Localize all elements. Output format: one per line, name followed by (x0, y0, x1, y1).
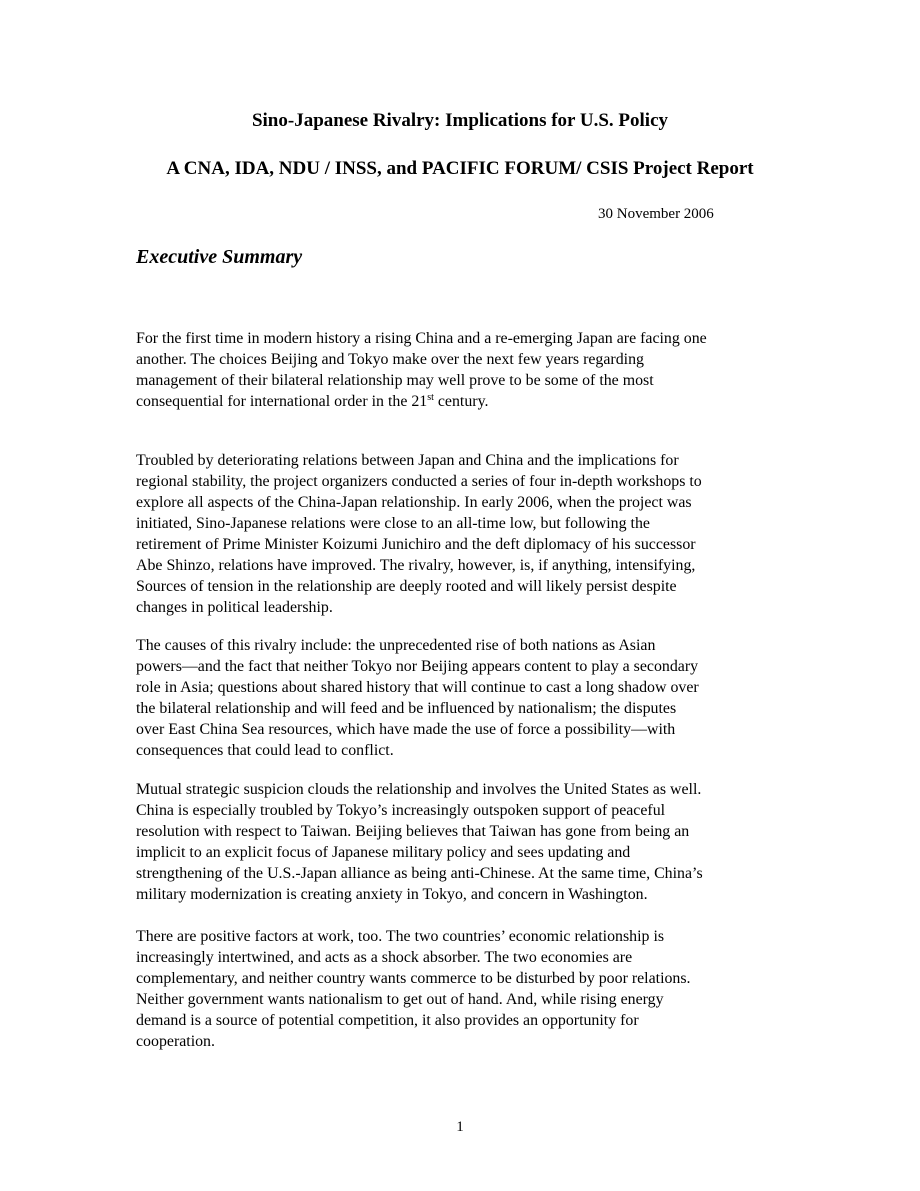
section-heading-executive-summary: Executive Summary (136, 246, 303, 268)
paragraph-line: powers—and the fact that neither Tokyo nor Beijing appears content to play a secondary (136, 658, 699, 675)
page-number: 1 (456, 1119, 464, 1135)
paragraph-line: changes in political leadership. (136, 599, 333, 616)
paragraph-line: role in Asia; questions about shared history that will continue to cast a long shadow over (136, 679, 699, 696)
paragraph-4 (136, 779, 786, 905)
paragraph-line: retirement of Prime Minister Koizumi Junichiro and the deft diplomacy of his successor (136, 536, 696, 553)
line-text-before-superscript: consequential for international order in the 21 (136, 393, 428, 410)
paragraph-1 (136, 328, 786, 412)
paragraph-line: complementary, and neither country wants commerce to be disturbed by poor relations. (136, 970, 691, 987)
paragraph-line: strengthening of the U.S.-Japan alliance as being anti-Chinese. At the same time, China’s (136, 865, 703, 882)
paragraph-5 (136, 926, 786, 1052)
paragraph-line: over East China Sea resources, which have made the use of force a possibility—with (136, 721, 676, 738)
paragraph-line: cooperation. (136, 1033, 215, 1050)
paragraph-line: management of their bilateral relationship may well prove to be some of the most (136, 372, 654, 389)
ordinal-superscript: st (427, 392, 434, 403)
paragraph-line: explore all aspects of the China-Japan relationship. In early 2006, when the project was (136, 494, 692, 511)
paragraph-line: The causes of this rivalry include: the unprecedented rise of both nations as Asian (136, 637, 656, 654)
paragraph-line-with-superscript (136, 391, 786, 412)
paragraph-line: For the first time in modern history a rising China and a re-emerging Japan are facing one (136, 330, 707, 347)
paragraph-line: There are positive factors at work, too. The two countries’ economic relationship is (136, 928, 665, 945)
paragraph-line: China is especially troubled by Tokyo’s increasingly outspoken support of peaceful (136, 802, 666, 819)
paragraph-2 (136, 450, 786, 618)
paragraph-line: demand is a source of potential competition, it also provides an opportunity for (136, 1012, 639, 1029)
line-text-after-superscript: century. (433, 393, 489, 410)
paragraph-line: resolution with respect to Taiwan. Beijing believes that Taiwan has gone from being an (136, 823, 690, 840)
document-subtitle: A CNA, IDA, NDU / INSS, and PACIFIC FORUM/ CSIS Project Report (166, 158, 754, 179)
paragraph-line: initiated, Sino-Japanese relations were close to an all-time low, but following the (136, 515, 650, 532)
paragraph-line: military modernization is creating anxiety in Tokyo, and concern in Washington. (136, 886, 648, 903)
paragraph-line: increasingly intertwined, and acts as a shock absorber. The two economies are (136, 949, 633, 966)
paragraph-line: the bilateral relationship and will feed and be influenced by nationalism; the disputes (136, 700, 677, 717)
report-date: 30 November 2006 (598, 206, 714, 222)
paragraph-3 (136, 635, 786, 761)
paragraph-line: Mutual strategic suspicion clouds the relationship and involves the United States as well. (136, 781, 702, 798)
paragraph-line: Neither government wants nationalism to get out of hand. And, while rising energy (136, 991, 664, 1008)
paragraph-line: another. The choices Beijing and Tokyo make over the next few years regarding (136, 351, 644, 368)
paragraph-line: Sources of tension in the relationship are deeply rooted and will likely persist despite (136, 578, 677, 595)
document-title: Sino-Japanese Rivalry: Implications for U.S. Policy (251, 110, 669, 131)
paragraph-line: implicit to an explicit focus of Japanese military policy and sees updating and (136, 844, 631, 861)
paragraph-line: Abe Shinzo, relations have improved. The rivalry, however, is, if anything, intensifying, (136, 557, 696, 574)
paragraph-line: regional stability, the project organizers conducted a series of four in-depth workshops to (136, 473, 702, 490)
paragraph-line: Troubled by deteriorating relations between Japan and China and the implications for (136, 452, 679, 469)
paragraph-line: consequences that could lead to conflict. (136, 742, 394, 759)
